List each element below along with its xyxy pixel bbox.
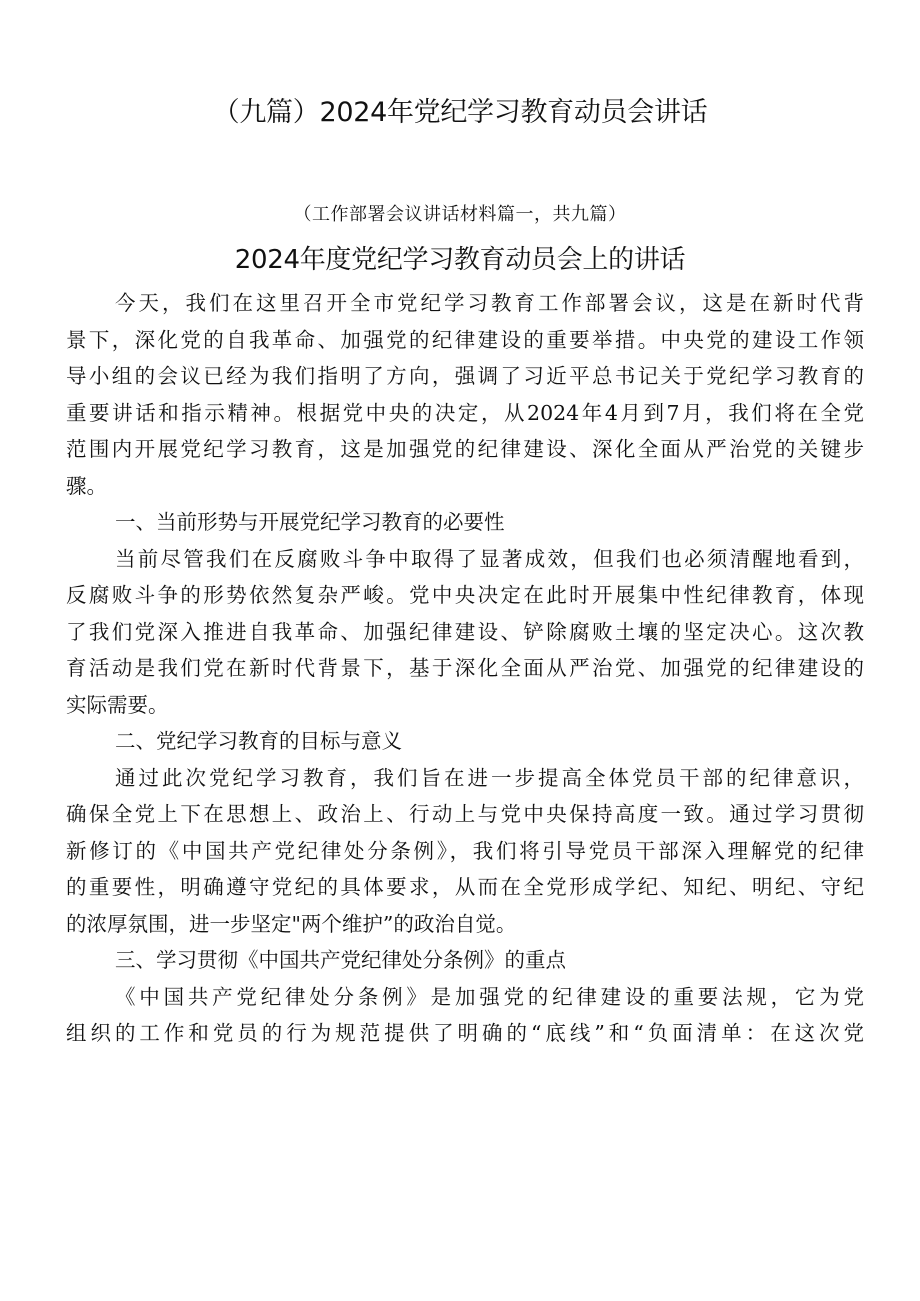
paragraph-line: 导小组的会议已经为我们指明了方向，强调了习近平总书记关于党纪学习教育的 [66,364,864,388]
paragraph-line: 实际需要。 [66,692,169,717]
speech-body [66,285,864,1052]
paragraph-line: 重要讲话和指示精神。根据党中央的决定，从2024年4月到7月，我们将在全党 [66,400,864,425]
document-subtitle: （工作部署会议讲话材料篇一，共九篇） [293,204,627,225]
paragraph-line: 骤。 [66,473,107,498]
paragraph-line: 今天，我们在这里召开全市党纪学习教育工作部署会议，这是在新时代背 [115,291,864,315]
paragraph-line: 的重要性，明确遵守党纪的具体要求，从而在全党形成学纪、知纪、明纪、守纪 [66,875,864,899]
paragraph-line: 范围内开展党纪学习教育，这是加强党的纪律建设、深化全面从严治党的关键步 [66,437,864,461]
paragraph-line: 新修订的《中国共产党纪律处分条例》，我们将引导党员干部深入理解党的纪律 [66,838,864,863]
paragraph-line: 通过此次党纪学习教育，我们旨在进一步提高全体党员干部的纪律意识， [115,765,864,790]
paragraph-line: 育活动是我们党在新时代背景下，基于深化全面从严治党、加强党的纪律建设的 [66,656,864,680]
section-heading: 二、党纪学习教育的目标与意义 [115,729,402,753]
paragraph-line: 的浓厚氛围，进一步坚定"两个维护”的政治自觉。 [66,911,517,936]
paragraph-line: 景下，深化党的自我革命、加强党的纪律建设的重要举措。中央党的建设工作领 [66,327,864,352]
section-heading: 一、当前形势与开展党纪学习教育的必要性 [115,510,505,534]
speech-title: 2024年度党纪学习教育动员会上的讲话 [234,245,686,275]
document-title: （九篇）2024年党纪学习教育动员会讲话 [212,97,708,128]
paragraph-line: 组织的工作和党员的行为规范提供了明确的“底线”和“负面清单：在这次党 [66,1021,864,1045]
paragraph-line: 当前尽管我们在反腐败斗争中取得了显著成效，但我们也必须清醒地看到， [115,546,864,571]
section-heading: 三、学习贯彻《中国共产党纪律处分条例》的重点 [115,948,566,972]
paragraph-line: 确保全党上下在思想上、政治上、行动上与党中央保持高度一致。通过学习贯彻 [66,802,864,826]
paragraph-line: 反腐败斗争的形势依然复杂严峻。党中央决定在此时开展集中性纪律教育，体现 [66,583,864,607]
paragraph-line: 了我们党深入推进自我革命、加强纪律建设、铲除腐败土壤的坚定决心。这次教 [66,619,864,644]
paragraph-line: 《中国共产党纪律处分条例》是加强党的纪律建设的重要法规，它为党 [115,984,864,1009]
